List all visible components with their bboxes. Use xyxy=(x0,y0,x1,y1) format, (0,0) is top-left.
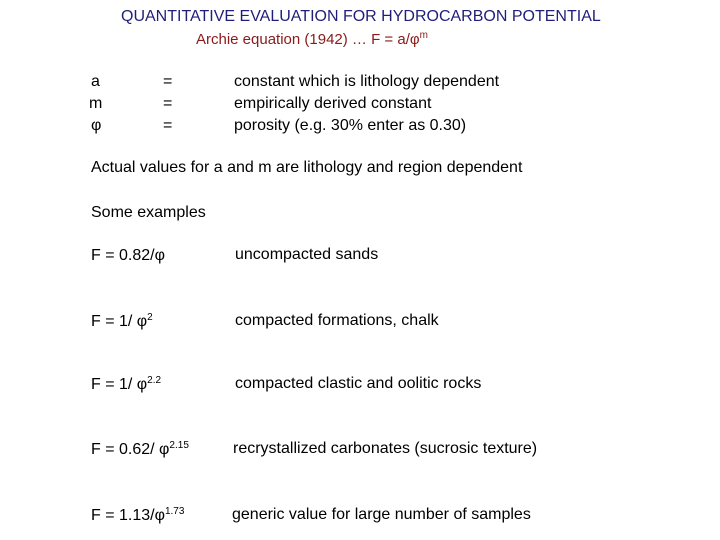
definition-symbol-a: a xyxy=(91,73,100,90)
definition-equals-phi: = xyxy=(163,117,173,134)
example-formula: F = 1/ $\varphi^{2.2}$ xyxy=(91,375,162,393)
definition-description-phi: porosity (e.g. 30% enter as 0.30) xyxy=(234,117,467,134)
example-description: generic value for large number of samples xyxy=(232,506,531,523)
definition-symbol-phi: φ xyxy=(91,117,102,134)
page-title: QUANTITATIVE EVALUATION FOR HYDROCARBON POTENTIAL xyxy=(121,8,601,25)
example-description: uncompacted sands xyxy=(235,246,379,263)
example-description: compacted formations, chalk xyxy=(235,312,439,329)
examples-heading: Some examples xyxy=(91,204,206,221)
example-formula: F = 0.62/ $\varphi^{2.15}$ xyxy=(91,440,189,458)
example-formula: $F = 1.13/\varphi^{1.73}$ xyxy=(91,506,185,524)
definition-equals-a: = xyxy=(163,73,173,90)
definition-equals-m: = xyxy=(163,95,173,112)
example-formula: F = 1/ $\varphi^2$ xyxy=(91,312,153,330)
subtitle-exponent: m xyxy=(419,30,428,41)
subtitle-text: Archie equation (1942) … F = a/φ xyxy=(196,31,420,48)
example-formula: F = 0.82/φ xyxy=(91,247,165,264)
lithology-note: Actual values for a and m are lithology and region dependent xyxy=(91,159,523,176)
definition-description-a: constant which is lithology dependent xyxy=(234,73,500,90)
definition-symbol-m: m xyxy=(89,95,103,112)
example-description: recrystallized carbonates (sucrosic texture) xyxy=(233,440,538,457)
archie-equation-subtitle xyxy=(196,30,428,48)
example-description: compacted clastic and oolitic rocks xyxy=(235,375,482,392)
definition-description-m: empirically derived constant xyxy=(234,95,432,112)
